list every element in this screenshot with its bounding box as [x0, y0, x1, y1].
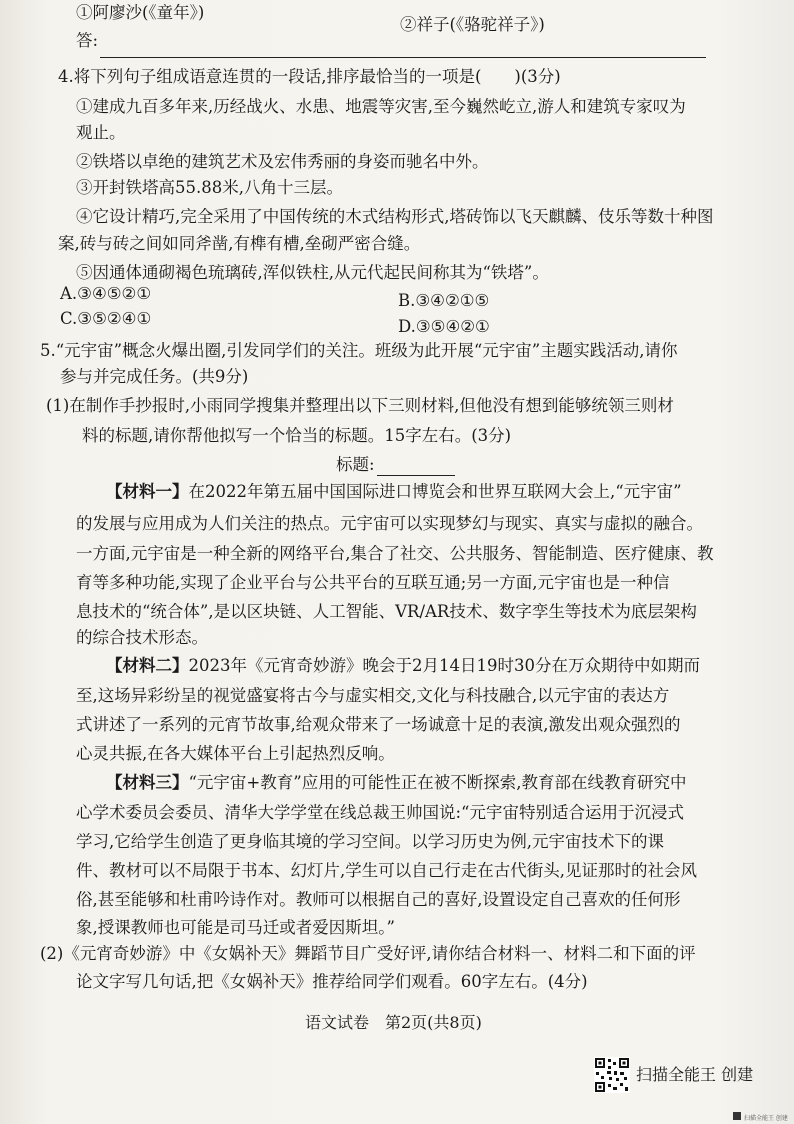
material-3-line-2: 心学术委员会委员、清华大学学堂在线总裁王帅国说:“元宇宙特别适合运用于沉浸式 — [76, 803, 684, 822]
q5-stem-line-1: 5.“元宇宙”概念火爆出圈,引发同学们的关注。班级为此开展“元宇宙”主题实践活动,请你 — [40, 341, 678, 360]
material-3-line-6: 象,授课教师也可能是司马迁或者爱因斯坦。” — [76, 918, 395, 937]
q4-option-a: A.③④⑤②① — [60, 284, 152, 303]
material-3-line-1-text: “元宇宙+教育”应用的可能性正在被不断探索,教育部在线教育研究中 — [188, 773, 687, 792]
q4-sentence-5: ⑤因通体通砌褐色琉璃砖,浑似铁柱,从元代起民间称其为“铁塔”。 — [76, 263, 549, 282]
material-1-line-1-text: 在2022年第五届中国国际进口博览会和世界互联网大会上,“元宇宙” — [188, 482, 682, 501]
q4-option-d: D.③⑤④②① — [398, 317, 490, 336]
q5-part1-line-1: (1)在制作手抄报时,小雨同学搜集并整理出以下三则材料,但他没有想到能够统领三则材 — [46, 396, 674, 415]
character-option-1: ①阿廖沙(《童年》) — [76, 3, 205, 22]
q5-part1-line-2: 料的标题,请你帮他拟写一个恰当的标题。15字左右。(3分) — [82, 426, 512, 445]
q4-stem: 4.将下列句子组成语意连贯的一段话,排序最恰当的一项是( )(3分) — [58, 67, 561, 86]
title-label: 标题: — [336, 455, 375, 474]
q5-stem-line-2: 参与并完成任务。(共9分) — [60, 367, 249, 386]
q4-sentence-1-line-1: ①建成九百多年来,历经战火、水患、地震等灾害,至今巍然屹立,游人和建筑专家叹为 — [76, 97, 686, 116]
q4-sentence-1-line-2: 观止。 — [76, 123, 126, 142]
q5-part2-line-2: 论文字写几句话,把《女娲补天》推荐给同学们观看。60字左右。(4分) — [76, 972, 588, 991]
material-2-tag: 【材料二】 — [106, 656, 189, 675]
material-3-line-3: 学习,它给学生创造了更身临其境的学习空间。以学习历史为例,元宇宙技术下的课 — [76, 832, 664, 851]
material-1-line-2: 的发展与应用成为人们关注的热点。元宇宙可以实现梦幻与现实、真实与虚拟的融合。 — [76, 514, 703, 533]
q4-option-c: C.③⑤②④① — [60, 309, 152, 328]
title-field — [336, 454, 455, 476]
material-2-line-3: 式讲述了一系列的元宵节故事,给观众带来了一场诚意十足的表演,激发出观众强烈的 — [76, 715, 681, 734]
material-1-line-4: 育等多种功能,实现了企业平台与公共平台的互联互通;另一方面,元宇宙也是一种信 — [76, 573, 670, 592]
material-2-line-2: 至,这场异彩纷呈的视觉盛宴将古今与虚实相交,文化与科技融合,以元宇宙的表达方 — [76, 686, 670, 705]
material-3-line-4: 件、教材可以不局限于书本、幻灯片,学生可以自己行走在古代街头,见证那时的社会风 — [76, 861, 697, 880]
material-2-line-1-text: 2023年《元宵奇妙游》晚会于2月14日19时30分在万众期待中如期而 — [188, 656, 700, 675]
material-1-line-1 — [106, 481, 682, 503]
material-2-line-4: 心灵共振,在各大媒体平台上引起热烈反响。 — [76, 744, 395, 763]
character-option-2: ②祥子(《骆驼祥子》) — [400, 15, 545, 34]
q4-option-b: B.③④②①⑤ — [398, 291, 490, 310]
q5-part2-line-1: (2)《元宵奇妙游》中《女娲补天》舞蹈节目广受好评,请你结合材料一、材料二和下面的评 — [40, 944, 696, 963]
material-1-tag: 【材料一】 — [106, 482, 189, 501]
answer-line — [100, 57, 706, 58]
small-qr-icon — [733, 1112, 741, 1120]
material-3-tag: 【材料三】 — [106, 773, 189, 792]
q4-sentence-4-line-1: ④它设计精巧,完全采用了中国传统的木式结构形式,塔砖饰以飞天麒麟、伎乐等数十种图 — [76, 207, 714, 226]
q4-sentence-2: ②铁塔以卓绝的建筑艺术及宏伟秀丽的身姿而驰名中外。 — [76, 152, 489, 171]
page-footer: 语文试卷 第2页(共8页) — [305, 1013, 482, 1032]
q4-sentence-4-line-2: 案,砖与砖之间如同斧凿,有榫有槽,垒砌严密合缝。 — [58, 234, 421, 253]
material-2-line-1 — [106, 655, 700, 677]
material-1-line-5: 息技术的“统合体”,是以区块链、人工智能、VR/AR技术、数字孪生等技术为底层架构 — [76, 602, 697, 621]
camscanner-small-text: 扫描全能王 创建 — [744, 1115, 788, 1122]
answer-label: 答: — [76, 31, 99, 50]
q4-sentence-3: ③开封铁塔高55.88米,八角十三层。 — [76, 178, 343, 197]
material-3-line-5: 俗,甚至能够和杜甫吟诗作对。教师可以根据自己的喜好,设置设定自己喜欢的任何形 — [76, 890, 681, 909]
title-blank-line — [377, 457, 455, 476]
material-1-line-6: 的综合技术形态。 — [76, 628, 208, 647]
camscanner-watermark-text: 扫描全能王 创建 — [636, 1065, 754, 1084]
material-3-line-1 — [106, 772, 686, 794]
qr-code-icon — [594, 1057, 630, 1093]
material-1-line-3: 一方面,元宇宙是一种全新的网络平台,集合了社交、公共服务、智能制造、医疗健康、教 — [76, 544, 714, 563]
